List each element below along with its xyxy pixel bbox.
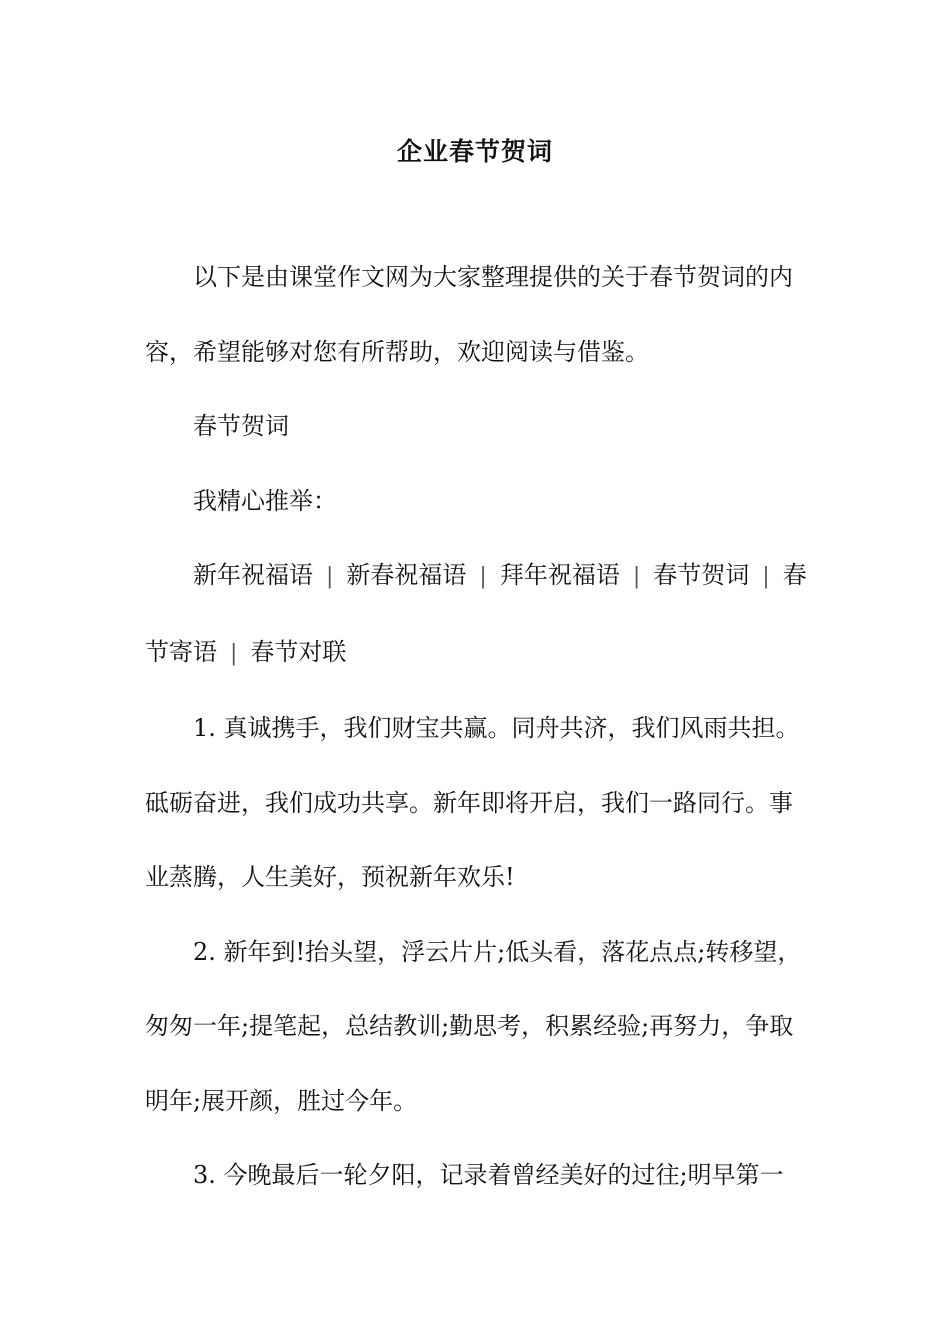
recommend-links [145, 538, 810, 691]
link-spring-wishes[interactable]: 新春祝福语 [346, 561, 467, 589]
link-festival-greetings[interactable]: 春节贺词 [653, 561, 750, 589]
link-separator: | [230, 640, 238, 666]
intro-paragraph: 以下是由课堂作文网为大家整理提供的关于春节贺词的内容，希望能够对您有所帮助，欢迎阅读与借鉴。 [145, 263, 793, 366]
link-festival-couplets[interactable]: 春节对联 [250, 637, 347, 666]
greeting-paragraph-1: 1. 真诚携手，我们财宝共赢。同舟共济，我们风雨共担。砥砺奋进，我们成功共享。新年即将开启，我们一路同行。事业蒸腾，人生美好，预祝新年欢乐! [145, 714, 800, 891]
link-separator: | [326, 564, 334, 589]
section-heading: 春节贺词 [193, 412, 289, 440]
link-separator: | [762, 564, 770, 589]
page-title: 企业春节贺词 [396, 137, 553, 166]
link-separator: | [479, 564, 487, 589]
link-greeting-wishes[interactable]: 拜年祝福语 [499, 561, 620, 589]
document-body [145, 240, 810, 1213]
greeting-paragraph-2: 2. 新年到!抬头望，浮云片片;低头看，落花点点;转移望，匆匆一年;提笔起，总结教训;勤思考，积累经验;再努力，争取明年;展开颜，胜过今年。 [145, 937, 802, 1115]
link-separator: | [632, 564, 641, 589]
link-new-year-wishes[interactable]: 新年祝福语 [193, 561, 313, 589]
link-festival-messages[interactable]: 春节寄语 [145, 561, 807, 666]
greeting-paragraph-3: 3. 今晚最后一轮夕阳，记录着曾经美好的过往;明早第一 [193, 1161, 784, 1189]
recommend-label: 我精心推举： [193, 486, 337, 515]
